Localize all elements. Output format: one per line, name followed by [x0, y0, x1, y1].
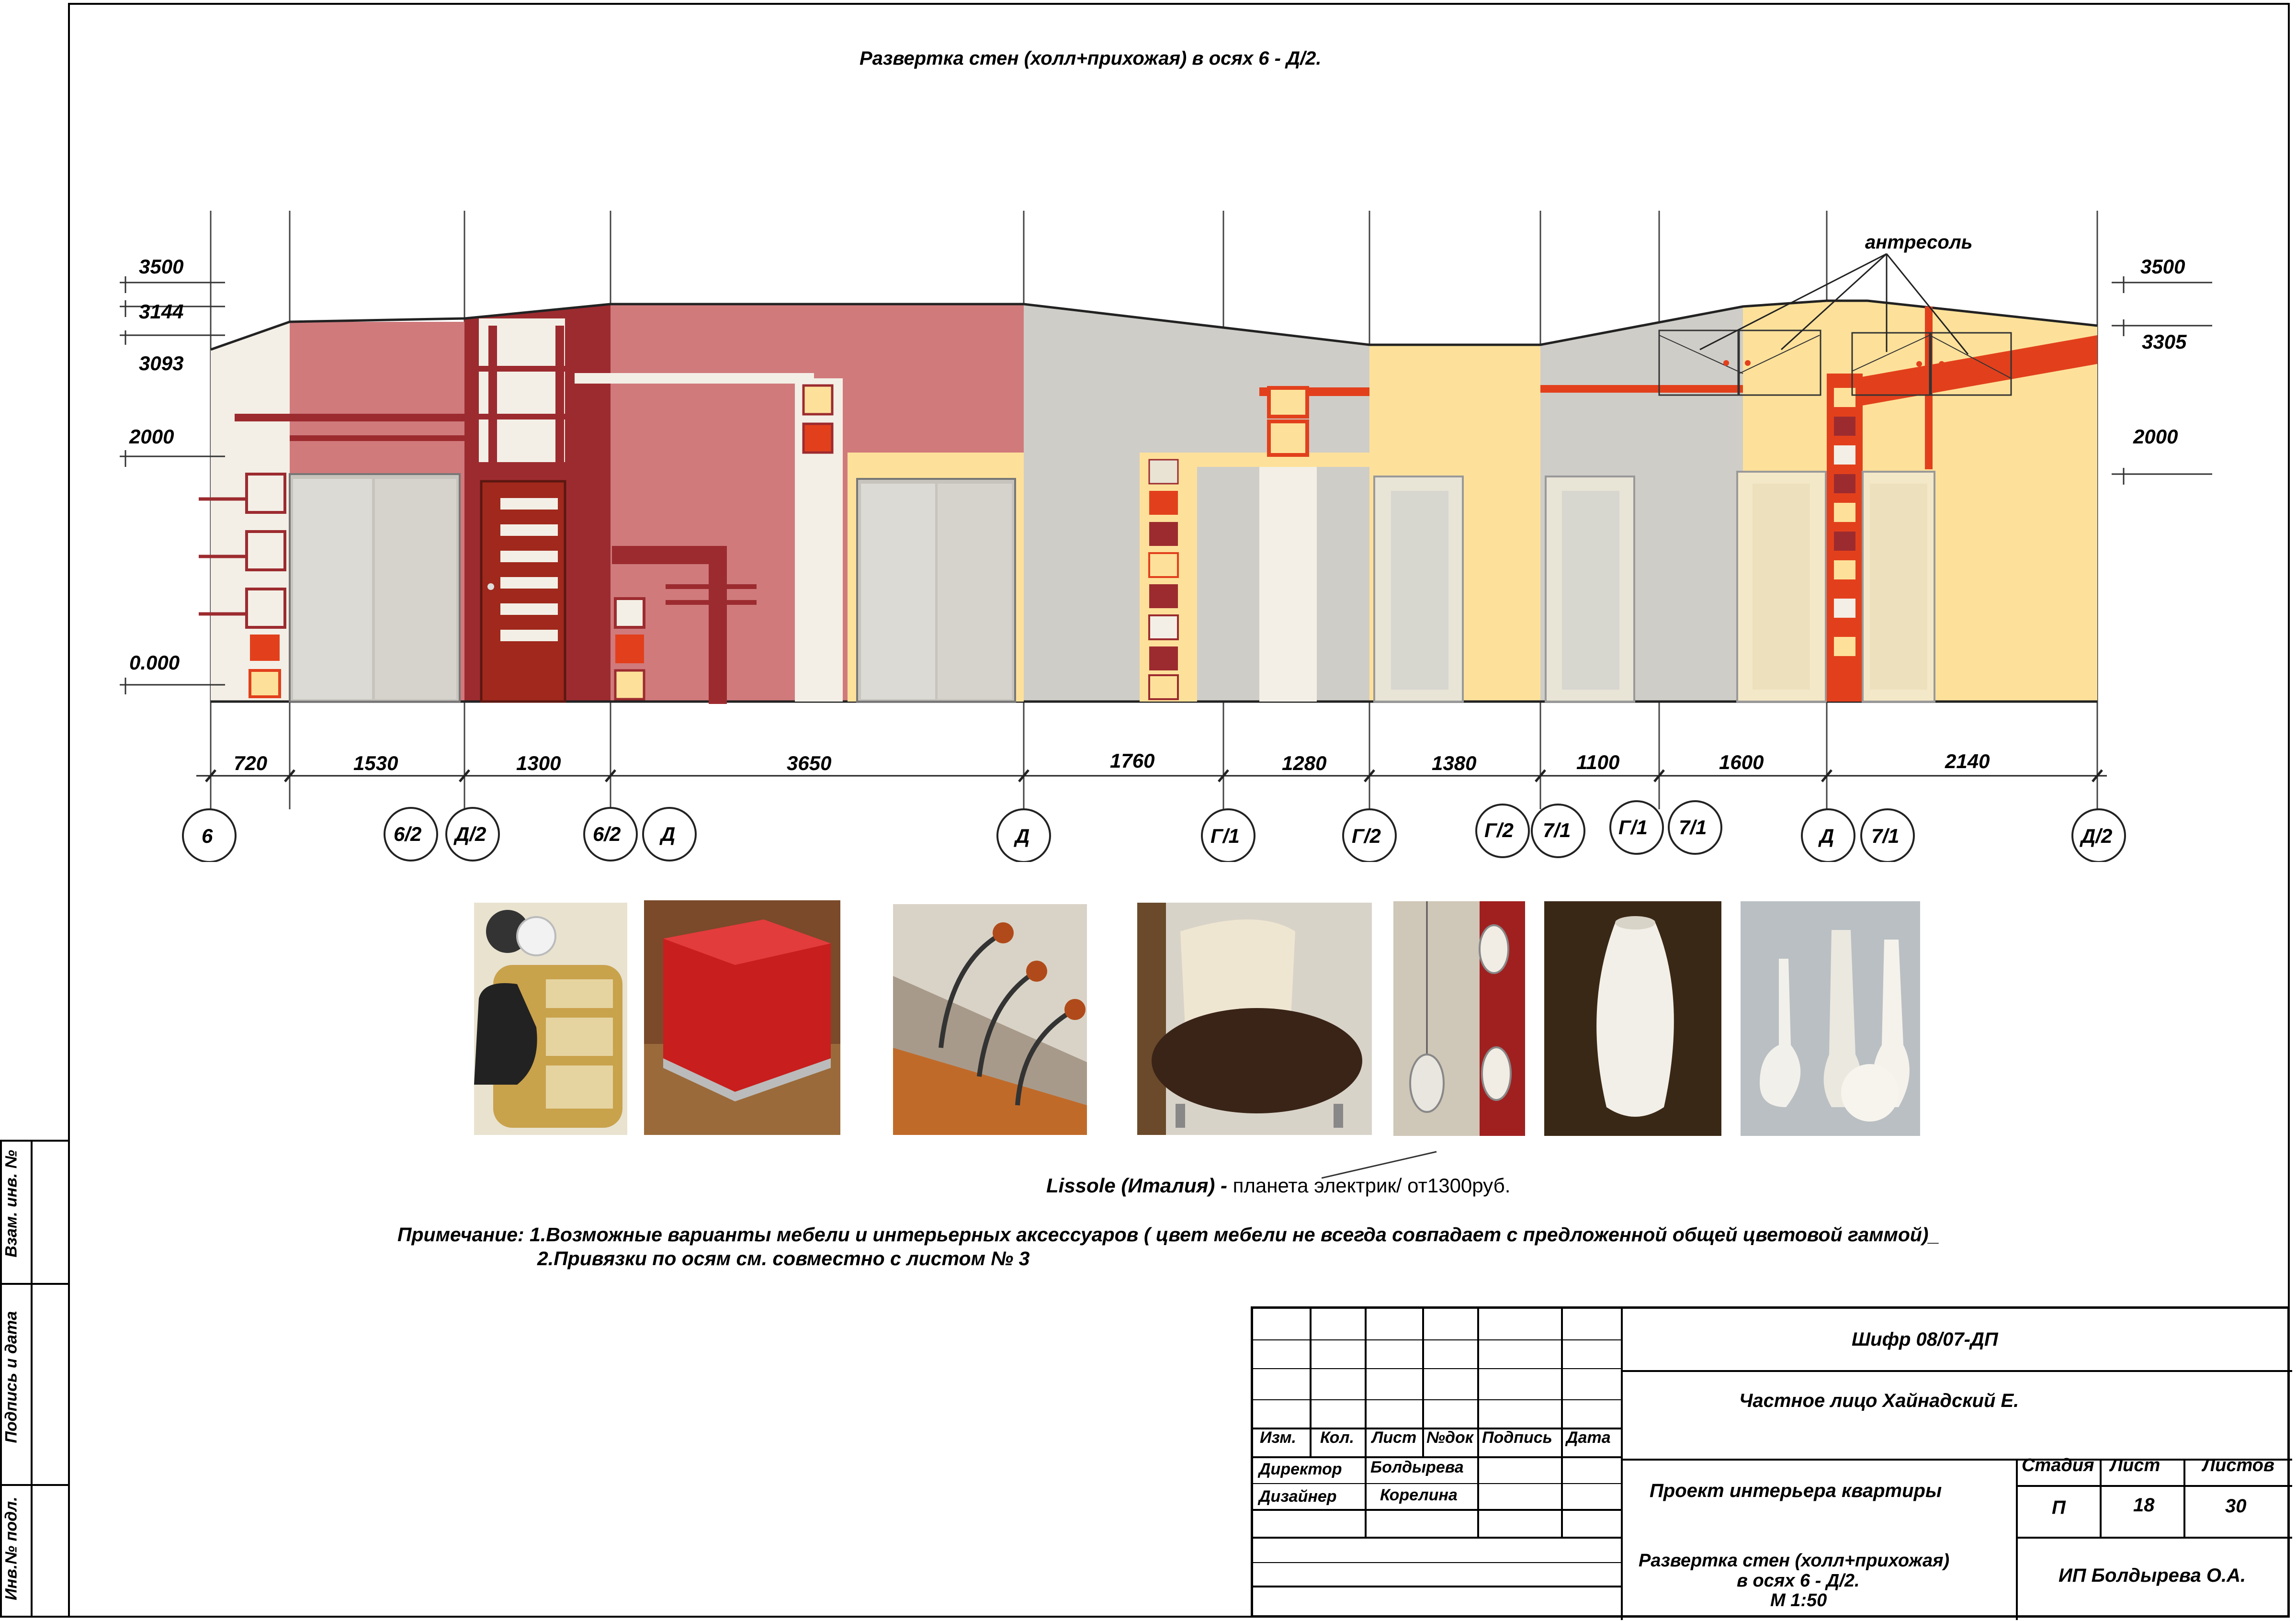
notes-line-2: 2.Привязки по осям см. совместно с листом № 3: [537, 1247, 1030, 1270]
photo-white-vase: [1544, 901, 1721, 1136]
axis-label: Д/2: [455, 823, 486, 845]
axis-label: 6: [202, 825, 213, 847]
side-stamp-label: Инв.№ подл.: [2, 1496, 21, 1600]
dimension-4: 3650: [787, 752, 832, 774]
header-ndok: №док: [1426, 1428, 1473, 1447]
level-mark-3144: 3144: [139, 300, 184, 323]
axis-label: Д: [661, 823, 676, 845]
dimension-9: 1600: [1719, 751, 1764, 773]
stage-header: Стадия: [2022, 1455, 2094, 1475]
level-mark-3305: 3305: [2142, 330, 2187, 353]
dimension-1: 720: [234, 752, 268, 774]
level-mark-2000-right: 2000: [2133, 425, 2178, 448]
header-kol: Кол.: [1320, 1428, 1354, 1447]
axis-label: 6/2: [593, 823, 621, 845]
side-stamp: [0, 1140, 70, 1618]
header-list: Лист: [1372, 1428, 1417, 1447]
dimension-7: 1380: [1432, 752, 1477, 774]
axis-label: 7/1: [1543, 819, 1571, 841]
role-designer: Дизайнер: [1259, 1487, 1337, 1506]
axis-label: Д: [1820, 825, 1834, 847]
notes-line-1: Примечание: 1.Возможные варианты мебели и интерьерных аксессуаров ( цвет мебели не всегда совпадает с предложенной общей цветовой гаммой)_: [397, 1224, 1940, 1246]
project-name: Проект интерьера квартиры: [1650, 1480, 1942, 1501]
dimension-3: 1300: [516, 752, 561, 774]
role-director: Директор: [1259, 1460, 1342, 1478]
level-mark-0: 0.000: [129, 651, 180, 674]
axis-label: 7/1: [1871, 825, 1900, 847]
sheet-scale: М 1:50: [1770, 1590, 1827, 1610]
level-mark-2000-left: 2000: [129, 425, 174, 448]
sheet-header: Лист: [2110, 1455, 2160, 1475]
dimension-2: 1530: [353, 752, 398, 774]
sheet-value: 18: [2133, 1495, 2155, 1516]
photo-caption-text: планета электрик/ от1300руб.: [1227, 1174, 1511, 1197]
header-izm: Изм.: [1260, 1428, 1296, 1447]
sheet-title-2: в осях 6 - Д/2.: [1737, 1571, 1860, 1591]
photo-white-vases-set: [1741, 901, 1920, 1136]
side-stamp-label: Взам. инв. №: [2, 1150, 21, 1258]
client-name: Частное лицо Хайнадский Е.: [1739, 1390, 2019, 1411]
axis-label: 6/2: [394, 823, 422, 845]
project-code: Шифр 08/07-ДП: [1852, 1329, 1998, 1350]
mezzanine-label: антресоль: [1865, 232, 1973, 253]
level-mark-3500-left: 3500: [139, 255, 184, 278]
title-block: [1251, 1306, 2290, 1618]
photo-caption-brand: Lissole (Италия) -: [1046, 1174, 1227, 1197]
axis-label: Д: [1015, 825, 1030, 847]
wall-segment-gray-3: [1659, 321, 1743, 702]
axis-label: Г/2: [1484, 819, 1514, 841]
photo-red-pouf: [644, 900, 840, 1135]
drawing-title: Развертка стен (холл+прихожая) в осях 6 - Д/2.: [860, 48, 1322, 69]
photo-leather-chair: [1137, 903, 1372, 1135]
axis-label: Г/1: [1210, 825, 1240, 847]
company-name: ИП Болдырева О.А.: [2058, 1565, 2246, 1586]
caption-leader: [1322, 1149, 1446, 1183]
axis-label: Д/2: [2081, 825, 2113, 847]
header-podpis: Подпись: [1482, 1428, 1552, 1447]
sheets-header: Листов: [2203, 1455, 2274, 1475]
dimension-10: 2140: [1945, 750, 1990, 772]
photo-pendant-lamp: [1393, 901, 1525, 1136]
dimension-8: 1100: [1576, 751, 1620, 773]
axis-label: Г/2: [1352, 825, 1381, 847]
axis-label: Г/1: [1618, 816, 1648, 839]
sheets-value: 30: [2225, 1496, 2247, 1517]
side-stamp-label: Подпись и дата: [2, 1311, 21, 1443]
axis-label: 7/1: [1679, 816, 1707, 839]
stage-value: П: [2052, 1497, 2066, 1518]
header-data: Дата: [1566, 1428, 1611, 1447]
sheet-title-1: Развертка стен (холл+прихожая): [1639, 1551, 1950, 1571]
level-mark-3500-right: 3500: [2140, 255, 2185, 278]
name-director: Болдырева: [1370, 1458, 1464, 1476]
photo-coat-hanger: [893, 904, 1087, 1135]
level-mark-3093: 3093: [139, 352, 184, 374]
name-designer: Корелина: [1380, 1486, 1458, 1504]
dimension-5: 1760: [1110, 749, 1155, 772]
photo-shelf-armchair: [474, 903, 627, 1135]
dimension-6: 1280: [1282, 752, 1327, 774]
